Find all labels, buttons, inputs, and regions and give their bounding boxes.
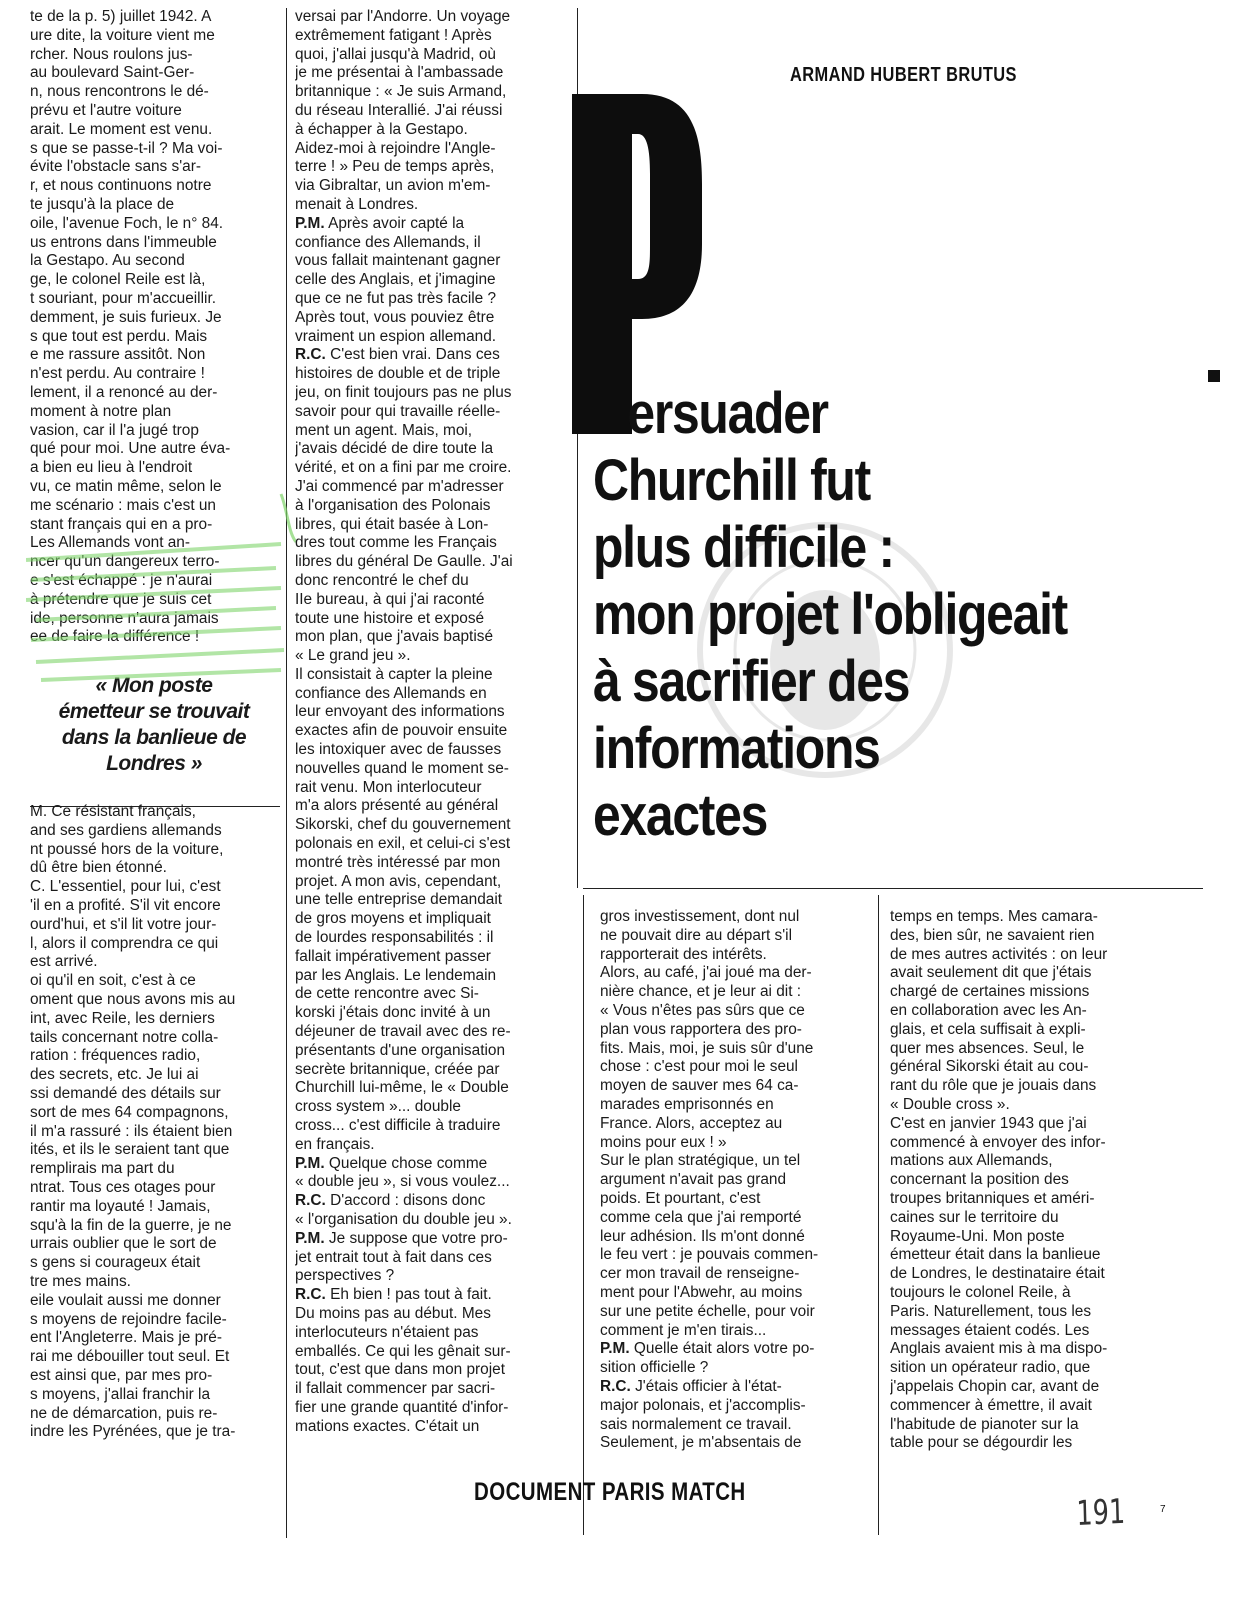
text-line: fits. Mais, moi, je suis sûr d'une bbox=[600, 1039, 814, 1057]
text-line: ne de démarcation, puis re- bbox=[30, 1404, 218, 1422]
text-line: me scénario : mais c'est un bbox=[30, 496, 216, 514]
text-line: leur adhésion. Ils m'ont donné bbox=[600, 1227, 805, 1245]
footer-credit: DOCUMENT PARIS MATCH bbox=[474, 1478, 746, 1506]
text-line: « Le grand jeu ». bbox=[295, 647, 411, 665]
text-line: émetteur était dans la banlieue bbox=[890, 1246, 1101, 1264]
headline-line: ersuader bbox=[627, 381, 828, 446]
text-line: ourd'hui, et s'il lit votre jour- bbox=[30, 915, 217, 933]
text-line: interlocuteurs n'étaient pas bbox=[295, 1323, 479, 1341]
text-line: versai par l'Andorre. Un voyage bbox=[295, 8, 511, 25]
text-line: ncer qu'un dangereux terro- bbox=[30, 553, 220, 571]
text-line: vasion, car il l'a jugé trop bbox=[30, 421, 199, 439]
text-line: j'appelais Chopin car, avant de bbox=[890, 1377, 1100, 1395]
text-line: IIe bureau, à qui j'ai raconté bbox=[295, 590, 485, 608]
text-line: quoi, j'allai jusqu'à Madrid, où bbox=[295, 45, 496, 63]
column-1-part-a bbox=[30, 8, 278, 516]
text-line: libres, qui était basée à Lon- bbox=[295, 515, 489, 533]
text-line: ment un agent. Mais, moi, bbox=[295, 421, 473, 439]
text-line: n'est perdu. Au contraire ! bbox=[30, 365, 205, 383]
text-line: comment je m'en tirais... bbox=[600, 1321, 767, 1339]
section-rule bbox=[583, 888, 1203, 889]
text-line: à prétendre que je suis cet bbox=[30, 590, 212, 608]
text-line: quer mes absences. Seul, le bbox=[890, 1039, 1085, 1057]
text-line: Paris. Naturellement, tous les bbox=[890, 1302, 1092, 1320]
text-line: te jusqu'à la place de bbox=[30, 195, 175, 213]
text-line: nouvelles quand le moment se- bbox=[295, 759, 509, 777]
text-line: britannique : « Je suis Armand, bbox=[295, 83, 507, 101]
text-line: sort de mes 64 compagnons, bbox=[30, 1103, 229, 1121]
text-line: messages étaient codés. Les bbox=[890, 1321, 1090, 1339]
text-line: table pour se dégourdir les bbox=[890, 1434, 1073, 1452]
text-line: tails concernant notre colla- bbox=[30, 1028, 219, 1046]
text-line: plan vous rapportera des pro- bbox=[600, 1020, 802, 1038]
text-line: nière chance, et je leur ai dit : bbox=[600, 983, 802, 1001]
text-line: en français. bbox=[295, 1135, 375, 1153]
text-line: de gros moyens et impliquait bbox=[295, 910, 491, 928]
text-line: par les Anglais. Le lendemain bbox=[295, 966, 497, 984]
text-line: j'avais décidé de dire toute la bbox=[295, 440, 494, 458]
text-line: secrète britannique, créée par bbox=[295, 1060, 500, 1078]
column-1-highlighted bbox=[30, 516, 278, 648]
byline: ARMAND HUBERT BRUTUS bbox=[790, 64, 1017, 86]
text-line: des secrets, etc. Je lui ai bbox=[30, 1066, 199, 1084]
column-1 bbox=[30, 8, 278, 1538]
text-line: menait à Londres. bbox=[295, 195, 419, 213]
text-line: e me rassure assitôt. Non bbox=[30, 346, 206, 364]
text-line: us entrons dans l'immeuble bbox=[30, 233, 217, 251]
text-line: jeu, on finit toujours pas ne plus bbox=[295, 383, 512, 401]
text-line: mon plan, que j'avais baptisé bbox=[295, 628, 494, 646]
text-line: s moyens de rejoindre facile- bbox=[30, 1310, 227, 1328]
pull-quote-line: émetteur se trouvait bbox=[58, 700, 250, 724]
text-line: troupes britanniques et améri- bbox=[890, 1189, 1095, 1207]
text-line: l'habitude de pianoter sur la bbox=[890, 1415, 1079, 1433]
text-line: te de la p. 5) juillet 1942. A bbox=[30, 8, 212, 25]
text-line: rant du rôle que je jouais dans bbox=[890, 1077, 1097, 1095]
text-line: emballés. Ce qui les gênait sur- bbox=[295, 1342, 511, 1360]
text-line: t souriant, pour m'accueillir. bbox=[30, 289, 216, 307]
text-line: Anglais avaient mis à ma dispo- bbox=[890, 1340, 1108, 1358]
text-line: Churchill lui-même, le « Double bbox=[295, 1079, 509, 1097]
text-line: de Londres, le destinataire était bbox=[890, 1265, 1105, 1283]
text-line: sition un opérateur radio, que bbox=[890, 1359, 1091, 1377]
text-line: rantir ma loyauté ! Jamais, bbox=[30, 1197, 211, 1215]
text-line: ee de faire la différence ! bbox=[30, 628, 200, 646]
text-line: m'a alors présenté au général bbox=[295, 797, 499, 815]
column-rule-3 bbox=[583, 895, 584, 1535]
text-line: de lourdes responsabilités : il bbox=[295, 929, 494, 947]
text-line: chargé de certaines missions bbox=[890, 983, 1090, 1001]
text-line: caines sur le territoire du bbox=[890, 1208, 1059, 1226]
page-number: 7 bbox=[1160, 1504, 1166, 1515]
text-line: via Gibraltar, un avion m'em- bbox=[295, 177, 491, 195]
text-line: vraiment un espion allemand. bbox=[295, 327, 497, 345]
text-line: Royaume-Uni. Mon poste bbox=[890, 1227, 1065, 1245]
text-line: « double jeu », si vous voulez... bbox=[295, 1173, 510, 1191]
text-line: projet. A mon avis, cependant, bbox=[295, 872, 502, 890]
text-line: e s'est échappé : je n'aurai bbox=[30, 571, 213, 589]
text-line: cross... c'est difficile à traduire bbox=[295, 1117, 501, 1135]
text-line: ssi demandé des détails sur bbox=[30, 1085, 221, 1103]
text-line: perspectives ? bbox=[295, 1267, 395, 1285]
text-line: rait venu. Mon interlocuteur bbox=[295, 778, 482, 796]
text-line: libres du général De Gaulle. J'ai bbox=[295, 553, 513, 571]
text-line: à l'organisation des Polonais bbox=[295, 496, 491, 514]
text-line: celle des Anglais, et j'imagine bbox=[295, 271, 496, 289]
text-line: ge, le colonel Reile est là, bbox=[30, 271, 206, 289]
text-line: major polonais, et j'accomplis- bbox=[600, 1396, 806, 1414]
text-line: demment, je suis furieux. Je bbox=[30, 308, 222, 326]
text-line: des, bien sûr, ne savaient rien bbox=[890, 926, 1095, 944]
bullet-mark bbox=[1208, 370, 1220, 382]
text-line: gros investissement, dont nul bbox=[600, 908, 800, 925]
text-line: une telle entreprise demandait bbox=[295, 891, 503, 909]
text-line: s que se passe-t-il ? Ma voi- bbox=[30, 139, 223, 157]
text-line: P.M. Après avoir capté la bbox=[295, 214, 465, 232]
text-line: confiance des Allemands, il bbox=[295, 233, 481, 251]
text-line: glais, et cela suffisait à expli- bbox=[890, 1020, 1086, 1038]
text-line: mations exactes. C'était un bbox=[295, 1417, 480, 1435]
text-line: moins pour eux ! » bbox=[600, 1133, 727, 1151]
text-line: M. Ce résistant français, bbox=[30, 803, 196, 821]
text-line: la Gestapo. Au second bbox=[30, 252, 185, 270]
text-line: au boulevard Saint-Ger- bbox=[30, 64, 195, 82]
text-line: Il consistait à capter la pleine bbox=[295, 665, 493, 683]
text-line: tout, c'est que dans mon projet bbox=[295, 1361, 505, 1379]
text-line: terre ! » Peu de temps après, bbox=[295, 158, 495, 176]
text-line: l, alors il comprendra ce qui bbox=[30, 934, 219, 952]
text-line: R.C. C'est bien vrai. Dans ces bbox=[295, 346, 500, 364]
text-line: dres tout comme les Français bbox=[295, 534, 497, 552]
text-line: exactes afin de pouvoir ensuite bbox=[295, 722, 508, 740]
text-line: Sur le plan stratégique, un tel bbox=[600, 1152, 801, 1170]
text-line: montré très intéressé par mon bbox=[295, 853, 501, 871]
text-line: temps en temps. Mes camara- bbox=[890, 908, 1098, 925]
pull-quote-line: « Mon poste bbox=[95, 674, 213, 698]
text-line: il m'a rassuré : ils étaient bien bbox=[30, 1122, 233, 1140]
pull-quote-line: dans la banlieue de bbox=[61, 726, 247, 750]
text-line: ne pouvait dire au départ s'il bbox=[600, 926, 793, 944]
text-line: histoires de double et de triple bbox=[295, 365, 501, 383]
text-line: Après tout, vous pouviez être bbox=[295, 308, 495, 326]
text-line: présentants d'une organisation bbox=[295, 1041, 506, 1059]
text-line: que ce ne fut pas très facile ? bbox=[295, 289, 497, 307]
text-line: les intoxiquer avec de fausses bbox=[295, 741, 502, 759]
text-line: sais normalement ce travail. bbox=[600, 1415, 792, 1433]
text-line: marades emprisonnés en bbox=[600, 1095, 774, 1113]
handwritten-number: 191 bbox=[1076, 1491, 1126, 1534]
text-line: s gens si courageux était bbox=[30, 1254, 201, 1272]
text-line: dû être bien étonné. bbox=[30, 859, 167, 877]
text-line: n, nous rencontrons le dé- bbox=[30, 83, 209, 101]
text-line: commencé à envoyer des infor- bbox=[890, 1133, 1106, 1151]
text-line: ent l'Angleterre. Mais je pré- bbox=[30, 1329, 222, 1347]
headline-line: à sacrifier des bbox=[593, 649, 910, 714]
pull-quote-line: Londres » bbox=[106, 752, 202, 776]
text-line: nt poussé hors de la voiture, bbox=[30, 840, 224, 858]
text-line: argument n'avait pas grand bbox=[600, 1171, 787, 1189]
headline-line: mon projet l'obligeait bbox=[593, 582, 1067, 647]
text-line: déjeuner de travail avec des re- bbox=[295, 1023, 511, 1041]
text-line: « Double cross ». bbox=[890, 1095, 1010, 1113]
text-line: ure dite, la voiture vient me bbox=[30, 26, 215, 44]
headline-line: exactes bbox=[593, 783, 768, 848]
text-line: 'il en a profité. S'il vit encore bbox=[30, 897, 221, 915]
text-line: Aidez-moi à rejoindre l'Angle- bbox=[295, 139, 496, 157]
text-line: indre les Pyrénées, que je tra- bbox=[30, 1423, 236, 1441]
text-line: à échapper à la Gestapo. bbox=[295, 120, 468, 138]
text-line: P.M. Quelque chose comme bbox=[295, 1154, 488, 1172]
text-line: vu, ce matin même, selon le bbox=[30, 477, 222, 495]
text-line: vous fallait maintenant gagner bbox=[295, 252, 501, 270]
text-line: eile voulait aussi me donner bbox=[30, 1291, 221, 1309]
text-line: savoir pour qui travaille réelle- bbox=[295, 402, 501, 420]
text-line: oile, l'avenue Foch, le n° 84. bbox=[30, 214, 224, 232]
text-line: du réseau Interallié. J'ai réussi bbox=[295, 101, 503, 119]
text-line: confiance des Allemands en bbox=[295, 684, 487, 702]
text-line: je me présentai à l'ambassade bbox=[295, 64, 504, 82]
text-line: remplirais ma part du bbox=[30, 1160, 175, 1178]
text-line: est ainsi que, par mes pro- bbox=[30, 1367, 213, 1384]
text-line: lement, il a renoncé au der- bbox=[30, 383, 218, 401]
text-line: s que tout est perdu. Mais bbox=[30, 327, 208, 345]
text-line: commencer à émettre, il avait bbox=[890, 1396, 1092, 1414]
text-line: oi qu'il en soit, c'est à ce bbox=[30, 972, 196, 990]
text-line: C. L'essentiel, pour lui, c'est bbox=[30, 878, 221, 896]
text-line: moment à notre plan bbox=[30, 402, 172, 420]
text-line: Sikorski, chef du gouvernement bbox=[295, 816, 511, 834]
headline-line: Churchill fut bbox=[593, 448, 870, 513]
text-line: arait. Le moment est venu. bbox=[30, 120, 213, 138]
text-line: rapporterait des intérêts. bbox=[600, 945, 767, 963]
text-line: ide, personne n'aura jamais bbox=[30, 609, 219, 627]
text-line: donc rencontré le chef du bbox=[295, 571, 469, 589]
column-4 bbox=[890, 908, 1158, 1518]
text-line: extrêmement fatigant ! Après bbox=[295, 26, 492, 44]
text-line: int, avec Reile, les derniers bbox=[30, 1009, 215, 1027]
text-line: polonais en exil, et celui-ci s'est bbox=[295, 835, 511, 853]
text-line: de cette rencontre avec Si- bbox=[295, 985, 479, 1003]
text-line: oment que nous avons mis au bbox=[30, 991, 236, 1009]
text-line: rai me débouiller tout seul. Et bbox=[30, 1348, 230, 1366]
text-line: ités, et ils le seraient tant que bbox=[30, 1141, 230, 1159]
text-line: P.M. Je suppose que votre pro- bbox=[295, 1229, 508, 1247]
text-line: R.C. D'accord : disons donc bbox=[295, 1192, 486, 1210]
text-line: Seulement, je m'absentais de bbox=[600, 1434, 802, 1452]
column-rule-1 bbox=[286, 8, 287, 1538]
text-line: concernant la position des bbox=[890, 1171, 1069, 1189]
text-line: toujours le colonel Reile, à bbox=[890, 1283, 1071, 1301]
text-line: qué pour moi. Une autre éva- bbox=[30, 440, 231, 458]
text-line: sition officielle ? bbox=[600, 1359, 709, 1377]
text-line: tre mes mains. bbox=[30, 1273, 131, 1291]
column-1-part-b bbox=[30, 803, 278, 1442]
text-line: s moyens, j'allai franchir la bbox=[30, 1385, 210, 1403]
column-2 bbox=[295, 8, 561, 1478]
text-line: ntrat. Tous ces otages pour bbox=[30, 1179, 216, 1197]
text-line: korski j'étais donc invité à un bbox=[295, 1004, 491, 1022]
text-line: C'est en janvier 1943 que j'ai bbox=[890, 1114, 1087, 1132]
text-line: R.C. Eh bien ! pas tout à fait. bbox=[295, 1286, 492, 1304]
text-line: avait seulement dit que j'étais bbox=[890, 964, 1092, 982]
text-line: a bien eu lieu à l'endroit bbox=[30, 459, 193, 477]
column-rule-4 bbox=[878, 895, 879, 1535]
text-line: Du moins pas au début. Mes bbox=[295, 1304, 491, 1322]
pull-quote bbox=[40, 673, 268, 777]
text-line: évite l'obstacle sans s'ar- bbox=[30, 158, 201, 176]
text-line: R.C. J'étais officier à l'état- bbox=[600, 1377, 782, 1395]
text-line: fallait impérativement passer bbox=[295, 947, 491, 965]
text-line: vérité, et on a fini par me croire. bbox=[295, 459, 512, 477]
text-line: en collaboration avec les An- bbox=[890, 1001, 1087, 1019]
text-line: France. Alors, acceptez au bbox=[600, 1114, 783, 1132]
text-line: Alors, au café, j'ai joué ma der- bbox=[600, 964, 812, 982]
text-line: moyen de sauver mes 64 ca- bbox=[600, 1077, 799, 1095]
text-line: squ'à la fin de la guerre, je ne bbox=[30, 1216, 232, 1234]
text-line: P.M. Quelle était alors votre po- bbox=[600, 1340, 815, 1358]
text-line: le feu vert : je pouvais commen- bbox=[600, 1246, 819, 1264]
text-line: cross system »... double bbox=[295, 1098, 461, 1116]
text-line: and ses gardiens allemands bbox=[30, 821, 222, 839]
headline bbox=[593, 380, 1075, 849]
headline-line: informations bbox=[593, 716, 880, 781]
text-line: mations aux Allemands, bbox=[890, 1152, 1053, 1170]
text-line: ration : fréquences radio, bbox=[30, 1047, 201, 1065]
text-line: J'ai commencé par m'adresser bbox=[295, 477, 504, 495]
text-line: « l'organisation du double jeu ». bbox=[295, 1211, 512, 1228]
text-line: urrais oublier que le sort de bbox=[30, 1235, 217, 1253]
text-line: cer mon travail de renseigne- bbox=[600, 1265, 800, 1283]
text-line: il fallait commencer par sacri- bbox=[295, 1380, 496, 1398]
text-line: rcher. Nous roulons jus- bbox=[30, 45, 193, 63]
text-line: leur envoyant des informations bbox=[295, 703, 505, 721]
text-line: Les Allemands vont an- bbox=[30, 534, 190, 552]
text-line: prévu et l'autre voiture bbox=[30, 101, 182, 119]
text-line: sur une petite échelle, pour voir bbox=[600, 1302, 815, 1320]
text-line: poids. Et pourtant, c'est bbox=[600, 1189, 761, 1207]
text-line: comme cela que j'ai remporté bbox=[600, 1208, 802, 1226]
text-line: est arrivé. bbox=[30, 953, 98, 971]
headline-line: plus difficile : bbox=[593, 515, 894, 580]
text-line: stant français qui en a pro- bbox=[30, 515, 213, 533]
text-line: de mes autres activités : on leur bbox=[890, 945, 1108, 963]
text-line: « Vous n'êtes pas sûrs que ce bbox=[600, 1001, 805, 1019]
text-line: général Sikorski était au cou- bbox=[890, 1058, 1089, 1076]
text-line: chose : c'est pour moi le seul bbox=[600, 1058, 798, 1076]
text-line: jet entrait tout à fait dans ces bbox=[295, 1248, 492, 1266]
column-3 bbox=[600, 908, 868, 1518]
text-line: fier une grande quantité d'infor- bbox=[295, 1398, 509, 1416]
text-line: r, et nous continuons notre bbox=[30, 177, 212, 195]
text-line: ment pour l'Abwehr, au moins bbox=[600, 1283, 803, 1301]
text-line: toute une histoire et exposé bbox=[295, 609, 485, 627]
